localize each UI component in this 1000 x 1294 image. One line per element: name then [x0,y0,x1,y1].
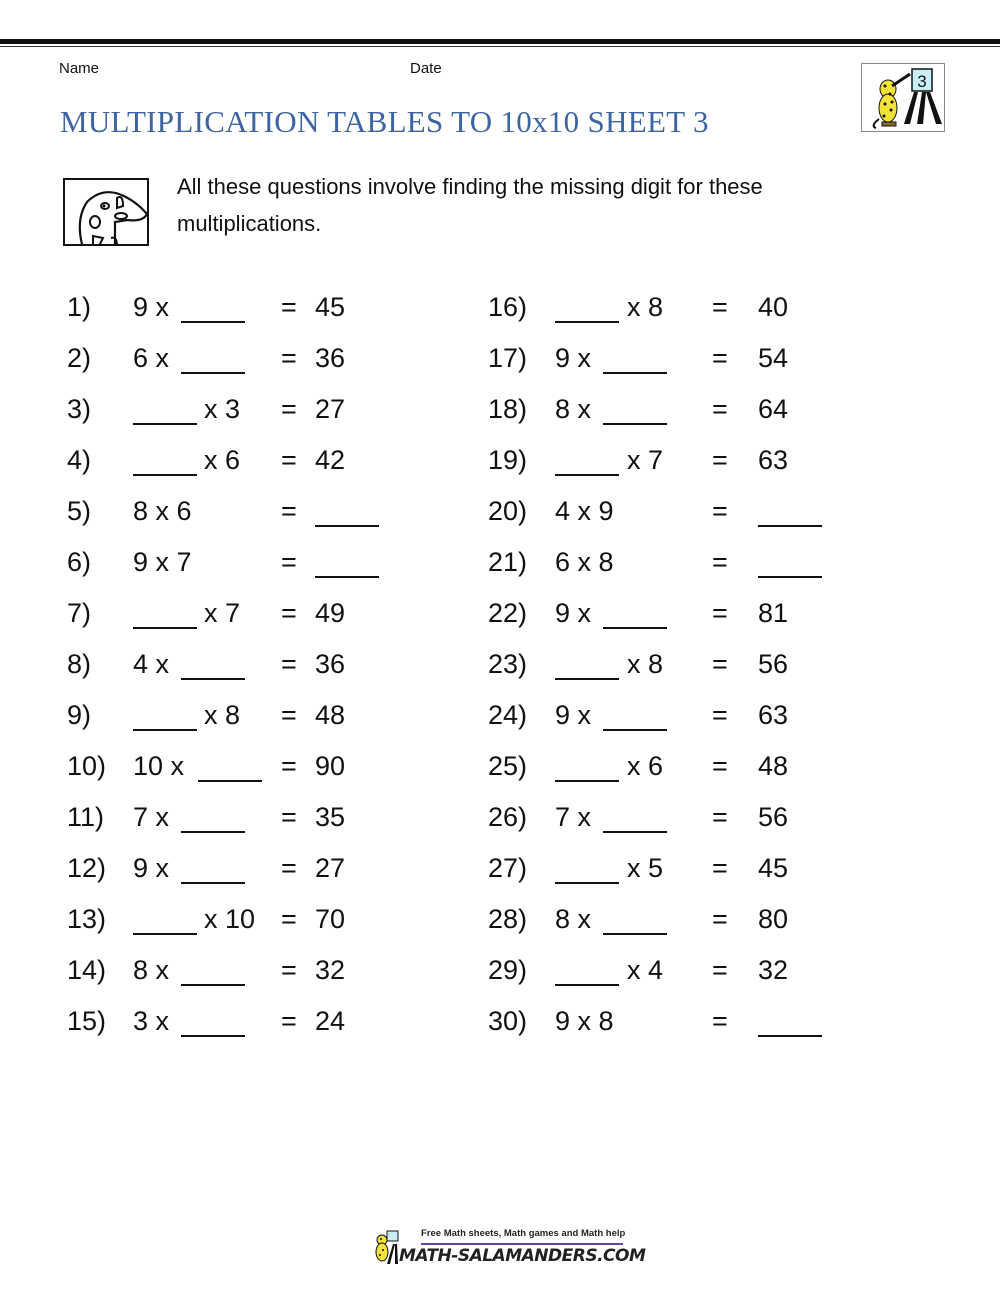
product-value: 56 [758,802,789,832]
name-label: Name [59,60,100,77]
problem-number: 30) [488,1006,528,1036]
problem-row [0,491,1000,531]
equals-sign: = [281,649,297,679]
problem-number: 27) [488,853,528,883]
equals-sign: = [281,598,297,628]
problem-number: 12) [67,853,107,883]
problem-number: 18) [488,394,528,424]
product-value: 63 [758,700,789,730]
factor-left: 6 x 8 [555,547,614,577]
footer-divider [421,1243,623,1245]
salamander-face-icon [65,180,149,246]
factor-right: x 5 [627,853,664,883]
footer-site-name: MATH-SALAMANDERS.COM [399,1246,646,1266]
equals-sign: = [281,1006,297,1036]
product-value: 48 [758,751,789,781]
factor-left: 8 x [555,904,592,934]
footer-tagline: Free Math sheets, Math games and Math help [421,1228,626,1239]
svg-text:3: 3 [917,72,927,91]
factor-left: 8 x [555,394,592,424]
factor-left: 8 x [133,955,170,985]
factor-left: 7 x [133,802,170,832]
problem-row [0,338,1000,378]
problem-row [0,950,1000,990]
factor-right: x 7 [204,598,241,628]
equals-sign: = [281,292,297,322]
factor-left: 9 x 8 [555,1006,614,1036]
answer-blank[interactable] [603,393,667,425]
footer-salamander-icon [373,1230,399,1266]
problem-number: 24) [488,700,528,730]
factor-right: x 8 [627,292,664,322]
product-value: 56 [758,649,789,679]
problem-number: 23) [488,649,528,679]
answer-blank[interactable] [555,291,619,323]
equals-sign: = [712,547,728,577]
factor-right: x 3 [204,394,241,424]
product-value: 90 [315,751,346,781]
product-value: 40 [758,292,789,322]
equals-sign: = [712,445,728,475]
salamander-sketch-image [63,178,149,246]
product-value: 36 [315,649,346,679]
equals-sign: = [712,598,728,628]
problem-number: 8) [67,649,92,679]
answer-blank[interactable] [758,1005,822,1037]
problem-number: 17) [488,343,528,373]
equals-sign: = [712,751,728,781]
product-value: 42 [315,445,346,475]
footer-brand [373,1228,646,1268]
equals-sign: = [281,751,297,781]
problem-row [0,746,1000,786]
instructions-line-2: multiplications. [177,211,322,236]
equals-sign: = [281,904,297,934]
problem-number: 9) [67,700,92,730]
equals-sign: = [712,496,728,526]
factor-right: x 6 [627,751,664,781]
problem-number: 25) [488,751,528,781]
equals-sign: = [281,853,297,883]
problem-number: 14) [67,955,107,985]
factor-right: x 10 [204,904,256,934]
equals-sign: = [281,802,297,832]
product-value: 45 [315,292,346,322]
factor-left: 8 x 6 [133,496,192,526]
problem-number: 2) [67,343,92,373]
factor-left: 9 x 7 [133,547,192,577]
factor-right: x 6 [204,445,241,475]
equals-sign: = [712,802,728,832]
answer-blank[interactable] [555,648,619,680]
answer-blank[interactable] [603,801,667,833]
problem-row [0,287,1000,327]
problem-number: 26) [488,802,528,832]
equals-sign: = [281,955,297,985]
answer-blank[interactable] [603,699,667,731]
factor-left: 3 x [133,1006,170,1036]
problem-number: 29) [488,955,528,985]
problem-row [0,848,1000,888]
factor-left: 7 x [555,802,592,832]
product-value: 45 [758,853,789,883]
product-value: 32 [315,955,346,985]
problem-number: 7) [67,598,92,628]
equals-sign: = [712,904,728,934]
answer-blank[interactable] [555,852,619,884]
equals-sign: = [281,547,297,577]
factor-right: x 4 [627,955,664,985]
top-rule-thin [0,46,1000,47]
equals-sign: = [712,955,728,985]
problem-number: 5) [67,496,92,526]
product-value: 32 [758,955,789,985]
factor-left: 9 x [133,853,170,883]
problem-row [0,1001,1000,1041]
answer-blank[interactable] [603,597,667,629]
problem-number: 16) [488,292,528,322]
problem-number: 15) [67,1006,107,1036]
equals-sign: = [712,292,728,322]
product-value: 81 [758,598,789,628]
problem-row [0,797,1000,837]
product-value: 27 [315,853,346,883]
top-rule-thick [0,39,1000,44]
problem-row [0,644,1000,684]
problem-row [0,389,1000,429]
product-value: 63 [758,445,789,475]
answer-blank[interactable] [758,495,822,527]
problem-row [0,593,1000,633]
factor-left: 9 x [555,343,592,373]
product-value: 27 [315,394,346,424]
equals-sign: = [281,394,297,424]
problem-number: 11) [67,802,105,832]
factor-left: 9 x [555,700,592,730]
answer-blank[interactable] [555,444,619,476]
equals-sign: = [712,1006,728,1036]
instructions-line-1: All these questions involve finding the missing digit for these [177,174,763,199]
equals-sign: = [712,700,728,730]
problem-number: 21) [488,547,528,577]
problem-number: 13) [67,904,107,934]
product-value: 54 [758,343,789,373]
problem-number: 6) [67,547,92,577]
equals-sign: = [712,343,728,373]
problem-number: 4) [67,445,92,475]
answer-blank[interactable] [758,546,822,578]
problem-number: 22) [488,598,528,628]
factor-left: 9 x [555,598,592,628]
equals-sign: = [712,649,728,679]
product-value: 64 [758,394,789,424]
page-title: MULTIPLICATION TABLES TO 10x10 SHEET 3 [60,104,709,139]
answer-blank[interactable] [555,750,619,782]
problem-number: 20) [488,496,528,526]
problem-row [0,899,1000,939]
problem-number: 1) [67,292,92,322]
equals-sign: = [712,853,728,883]
problem-row [0,695,1000,735]
factor-right: x 7 [627,445,664,475]
problem-number: 19) [488,445,528,475]
instructions [177,168,857,242]
salamander-easel-icon [862,64,944,131]
equals-sign: = [281,343,297,373]
factor-left: 4 x 9 [555,496,614,526]
problem-row [0,440,1000,480]
product-value: 80 [758,904,789,934]
equals-sign: = [281,445,297,475]
problem-row [0,542,1000,582]
factor-left: 6 x [133,343,170,373]
product-value: 36 [315,343,346,373]
factor-right: x 8 [627,649,664,679]
date-label: Date [410,60,442,77]
problem-number: 28) [488,904,528,934]
answer-blank[interactable] [603,342,667,374]
factor-left: 9 x [133,292,170,322]
factor-left: 4 x [133,649,170,679]
factor-left: 10 x [133,751,185,781]
equals-sign: = [281,496,297,526]
problem-number: 3) [67,394,92,424]
product-value: 48 [315,700,346,730]
product-value: 70 [315,904,346,934]
product-value: 49 [315,598,346,628]
equals-sign: = [712,394,728,424]
equals-sign: = [281,700,297,730]
answer-blank[interactable] [555,954,619,986]
product-value: 24 [315,1006,346,1036]
salamander-logo [861,63,945,132]
factor-right: x 8 [204,700,241,730]
answer-blank[interactable] [603,903,667,935]
problem-number: 10) [67,751,107,781]
product-value: 35 [315,802,346,832]
